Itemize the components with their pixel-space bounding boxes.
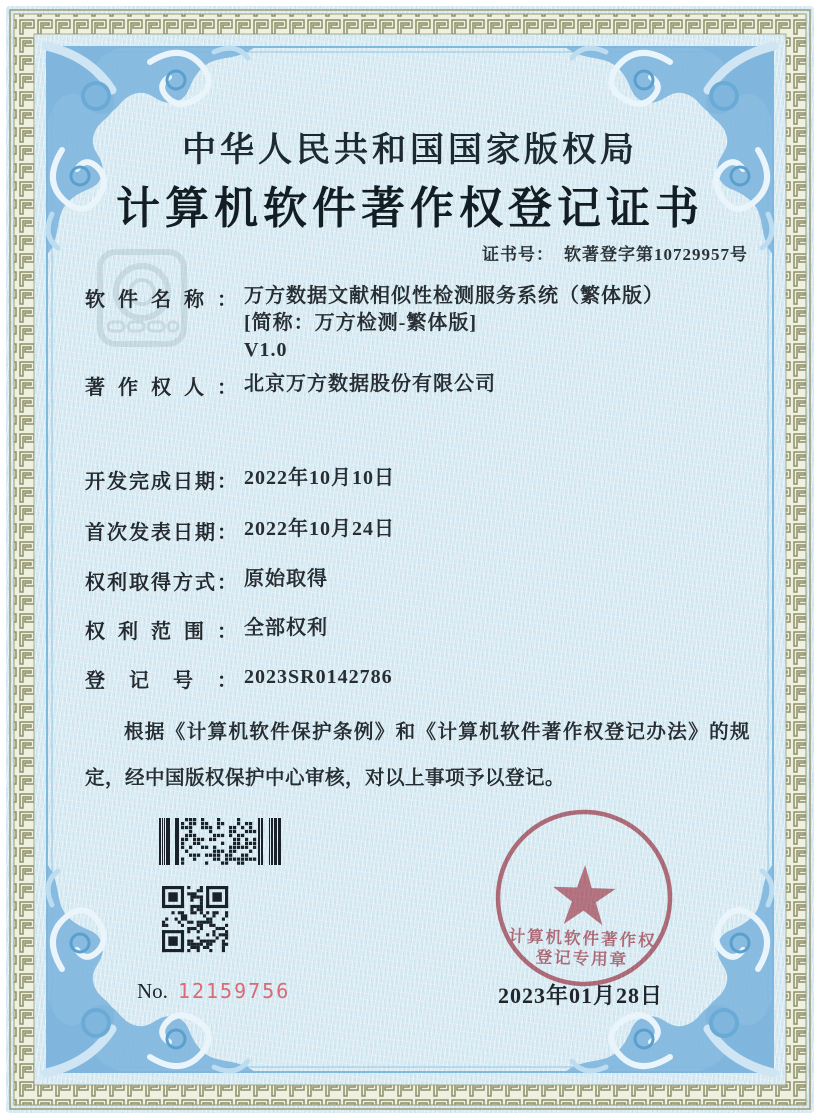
certificate-number-value: 软著登字第10729957号 bbox=[564, 245, 748, 264]
software-shortname-line: [简称：万方检测-繁体版] bbox=[244, 312, 477, 334]
certificate-title: 计算机软件著作权登记证书 bbox=[116, 184, 704, 233]
field-label: 权利取得方式： bbox=[85, 572, 237, 594]
serial-label: No. bbox=[137, 979, 168, 1003]
seal-star-icon bbox=[552, 864, 617, 926]
software-version-line: V1.0 bbox=[244, 339, 288, 361]
software-name-line: 万方数据文献相似性检测服务系统（繁体版） bbox=[244, 285, 664, 307]
field-label: 软件名称： bbox=[85, 289, 237, 311]
seal-line2: 登记专用章 bbox=[535, 947, 629, 970]
issue-date: 2023年01月28日 bbox=[498, 983, 664, 1008]
field-label: 首次发表日期： bbox=[85, 522, 237, 544]
first-publish-date: 2022年10月24日 bbox=[244, 518, 395, 540]
field-label: 开发完成日期： bbox=[85, 471, 237, 493]
dev-complete-date: 2022年10月10日 bbox=[244, 467, 395, 489]
rights-acquisition: 原始取得 bbox=[244, 568, 328, 590]
field-label: 登记号： bbox=[85, 670, 237, 692]
seal-line1: 计算机软件著作权 bbox=[508, 926, 657, 951]
rights-scope: 全部权利 bbox=[244, 617, 328, 639]
owner-name: 北京万方数据股份有限公司 bbox=[244, 373, 496, 395]
field-label: 著作权人： bbox=[85, 377, 237, 399]
field-label: 权利范围： bbox=[85, 621, 237, 643]
issuing-authority: 中华人民共和国国家版权局 bbox=[182, 132, 638, 169]
certificate-number-label: 证书号： bbox=[482, 245, 554, 264]
serial-number: 12159756 bbox=[177, 979, 291, 1003]
registration-number: 2023SR0142786 bbox=[244, 666, 393, 688]
registration-statement: 根据《计算机软件保护条例》和《计算机软件著作权登记办法》的规定，经中国版权保护中心审核，对以上事项予以登记。 bbox=[85, 722, 750, 789]
